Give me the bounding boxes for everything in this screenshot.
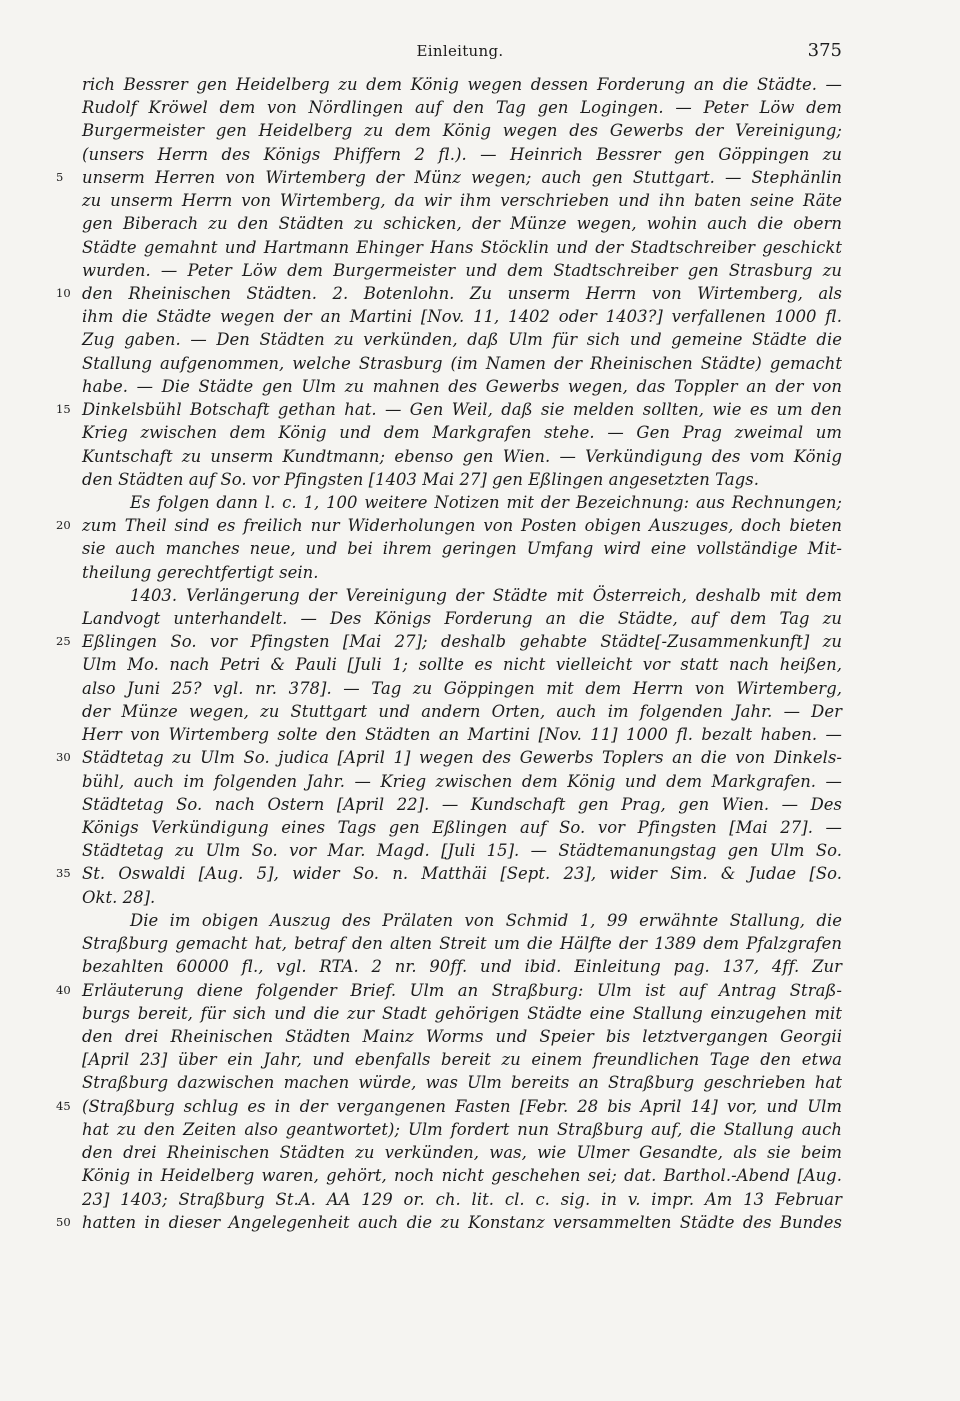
line-text: theilung gerechtfertigt sein. <box>82 562 319 582</box>
text-line <box>82 375 842 398</box>
line-text: Dinkelsbühl Botschaft gethan hat. — Gen Weil, daß sie melden sollten, wie es um den <box>82 400 842 420</box>
line-text: Okt. 28]. <box>82 887 156 907</box>
text-line <box>82 143 842 166</box>
line-number: 5 <box>56 169 64 184</box>
text-line <box>82 421 842 444</box>
page-header <box>0 36 960 66</box>
text-line <box>82 1164 842 1187</box>
line-text: [April 23] über ein Jahr, und ebenfalls bereit zu einem freundlichen Tage den etwa <box>82 1050 842 1070</box>
line-text: Krieg zwischen dem König und dem Markgrafen stehe. — Gen Prag zweimal um <box>82 423 842 443</box>
text-line <box>82 607 842 630</box>
text-line <box>56 514 842 537</box>
text-line <box>82 1002 842 1025</box>
text-line <box>82 73 842 96</box>
text-line <box>82 468 842 491</box>
text-line <box>56 166 842 189</box>
text-line <box>82 445 842 468</box>
line-text: gen Biberach zu den Städten zu schicken, der Münze wegen, wohin auch die obern <box>82 214 842 234</box>
line-text: Landvogt unterhandelt. — Des Königs Forderung an die Städte, auf dem Tag zu <box>82 609 842 629</box>
line-text: 23] 1403; Straßburg St.A. AA 129 or. ch. lit. cl. c. sig. in v. impr. Am 13 Februar <box>82 1189 842 1209</box>
line-text: Straßburg gemacht hat, betraf den alten Streit um die Hälfte der 1389 dem Pfalzgrafen <box>82 934 842 954</box>
line-text: hat zu den Zeiten also geantwortet); Ulm fordert nun Straßburg auf, die Stallung auch <box>82 1119 842 1139</box>
line-text: unserm Herren von Wirtemberg der Münz wegen; auch gen Stuttgart. — Stephänlin <box>82 167 842 187</box>
line-text: (Straßburg schlug es in der vergangenen Fasten [Febr. 28 bis April 14] vor, und Ulm <box>82 1096 842 1116</box>
page-number: 375 <box>807 40 842 61</box>
text-line <box>82 932 842 955</box>
text-line <box>82 259 842 282</box>
line-text: Ulm Mo. nach Petri & Pauli [Juli 1; sollte es nicht vielleicht vor statt nach heißen, <box>82 655 842 675</box>
line-text: Zug gaben. — Den Städten zu verkünden, daß Ulm für sich und gemeine Städte die <box>82 330 842 350</box>
line-text: Es folgen dann l. c. 1, 100 weitere Notizen mit der Bezeichnung: aus Rechnungen; <box>130 492 842 512</box>
line-number: 45 <box>56 1098 71 1113</box>
running-head: Einleitung. <box>416 42 504 60</box>
line-text: Städtetag So. nach Ostern [April 22]. — Kundschaft gen Prag, gen Wien. — Des <box>82 794 842 814</box>
text-line <box>56 630 842 653</box>
line-number: 20 <box>56 518 71 533</box>
text-line <box>82 770 842 793</box>
line-text: zu unserm Herrn von Wirtemberg, da wir ihm verschrieben und ihn baten seine Räte <box>82 191 842 211</box>
text-line <box>56 862 842 885</box>
line-text: habe. — Die Städte gen Ulm zu mahnen des Gewerbs wegen, das Toppler an der von <box>82 376 842 396</box>
text-line <box>82 584 842 607</box>
line-text: burgs bereit, für sich und die zur Stadt gehörigen Städte eine Stallung einzugehen mit <box>82 1003 842 1023</box>
line-text: Straßburg dazwischen machen würde, was Ulm bereits an Straßburg geschrieben hat <box>82 1073 842 1093</box>
text-line <box>82 700 842 723</box>
text-line <box>82 677 842 700</box>
line-text: hatten in dieser Angelegenheit auch die zu Konstanz versammelten Städte des Bundes <box>82 1212 842 1232</box>
line-text: Herr von Wirtemberg solte den Städten an Martini [Nov. 11] 1000 fl. bezalt haben. — <box>82 725 842 745</box>
text-line <box>82 955 842 978</box>
text-line <box>82 212 842 235</box>
line-text: den Städten auf So. vor Pfingsten [1403 Mai 27] gen Eßlingen angesetzten Tags. <box>82 469 759 489</box>
text-line <box>56 282 842 305</box>
line-text: Städtetag zu Ulm So. vor Mar. Magd. [Juli 15]. — Städtemanungstag gen Ulm So. <box>82 841 842 861</box>
text-line <box>82 119 842 142</box>
line-text: den drei Rheinischen Städten zu verkünden, was, wie Ulmer Gesandte, als sie beim <box>82 1143 842 1163</box>
line-text: 1403. Verlängerung der Vereinigung der Städte mit Österreich, deshalb mit dem <box>130 585 842 605</box>
text-line <box>56 1095 842 1118</box>
line-text: Königs Verkündigung eines Tags gen Eßlingen auf So. vor Pfingsten [Mai 27]. — <box>82 818 842 837</box>
text-line <box>82 653 842 676</box>
body-text <box>56 73 842 1234</box>
text-line <box>82 189 842 212</box>
line-text: der Münze wegen, zu Stuttgart und andern Orten, auch im folgenden Jahr. — Der <box>82 701 842 721</box>
line-text: Eßlingen So. vor Pfingsten [Mai 27]; deshalb gehabte Städte[-Zusammenkunft] zu <box>82 632 842 652</box>
text-line <box>56 746 842 769</box>
line-text: Erläuterung diene folgender Brief. Ulm an Straßburg: Ulm ist auf Antrag Straß- <box>82 980 842 1000</box>
line-text: St. Oswaldi [Aug. 5], wider So. n. Matthäi [Sept. 23], wider Sim. & Judae [So. <box>82 864 842 884</box>
line-text: sie auch manches neue, und bei ihrem geringen Umfang wird eine vollständige Mit- <box>82 539 842 559</box>
line-text: Städtetag zu Ulm So. judica [April 1] wegen des Gewerbs Toplers an die von Dinkels- <box>82 748 842 768</box>
text-line <box>82 561 842 584</box>
line-text: König in Heidelberg waren, gehört, noch nicht geschehen sei; dat. Barthol.-Abend [Aug. <box>82 1166 842 1186</box>
line-number: 15 <box>56 402 71 417</box>
line-text: bezahlten 60000 fl., vgl. RTA. 2 nr. 90ff. und ibid. Einleitung pag. 137, 4ff. Zur <box>82 957 842 977</box>
text-line <box>82 1188 842 1211</box>
text-line <box>56 979 842 1002</box>
text-line <box>82 96 842 119</box>
line-text: den drei Rheinischen Städten Mainz Worms und Speier bis letztvergangen Georgii <box>82 1026 842 1046</box>
line-number: 10 <box>56 285 71 300</box>
line-text: rich Bessrer gen Heidelberg zu dem König wegen dessen Forderung an die Städte. — <box>82 75 842 94</box>
text-line <box>82 305 842 328</box>
text-line <box>82 1025 842 1048</box>
text-line <box>82 537 842 560</box>
text-line <box>82 909 842 932</box>
text-line <box>82 236 842 259</box>
line-number: 25 <box>56 634 71 649</box>
text-line <box>82 723 842 746</box>
line-text: Rudolf Kröwel dem von Nördlingen auf den Tag gen Logingen. — Peter Löw dem <box>82 98 842 118</box>
text-line <box>82 816 842 839</box>
text-line <box>82 328 842 351</box>
line-text: Die im obigen Auszug des Prälaten von Schmid 1, 99 erwähnte Stallung, die <box>130 910 842 930</box>
line-text: Kuntschaft zu unserm Kundtmann; ebenso gen Wien. — Verkündigung des vom König <box>82 446 842 466</box>
line-number: 50 <box>56 1214 71 1229</box>
text-line <box>82 793 842 816</box>
text-line <box>82 839 842 862</box>
line-text: Stallung aufgenommen, welche Strasburg (im Namen der Rheinischen Städte) gemacht <box>82 353 842 373</box>
text-line <box>82 1118 842 1141</box>
line-text: Burgermeister gen Heidelberg zu dem König wegen des Gewerbs der Vereinigung; <box>82 121 842 141</box>
line-text: also Juni 25? vgl. nr. 378]. — Tag zu Göppingen mit dem Herrn von Wirtemberg, <box>82 678 842 698</box>
line-number: 35 <box>56 866 71 881</box>
line-number: 40 <box>56 982 71 997</box>
line-text: ihm die Städte wegen der an Martini [Nov. 11, 1402 oder 1403?] verfallenen 1000 fl. <box>82 307 842 327</box>
line-text: (unsers Herrn des Königs Phiffern 2 fl.). — Heinrich Bessrer gen Göppingen zu <box>82 144 842 164</box>
text-line <box>82 1048 842 1071</box>
line-text: Städte gemahnt und Hartmann Ehinger Hans Stöcklin und der Stadtschreiber geschickt <box>82 237 842 257</box>
text-line <box>82 1141 842 1164</box>
text-line <box>56 398 842 421</box>
text-line <box>56 1211 842 1234</box>
text-line <box>82 352 842 375</box>
line-text: zum Theil sind es freilich nur Widerholungen von Posten obigen Auszuges, doch bieten <box>82 516 842 536</box>
text-line <box>82 886 842 909</box>
text-line <box>82 491 842 514</box>
line-number: 30 <box>56 750 71 765</box>
line-text: bühl, auch im folgenden Jahr. — Krieg zwischen dem König und dem Markgrafen. — <box>82 771 842 791</box>
text-line <box>82 1071 842 1094</box>
line-text: wurden. — Peter Löw dem Burgermeister und dem Stadtschreiber gen Strasburg zu <box>82 260 842 280</box>
line-text: den Rheinischen Städten. 2. Botenlohn. Zu unserm Herrn von Wirtemberg, als <box>82 283 842 303</box>
